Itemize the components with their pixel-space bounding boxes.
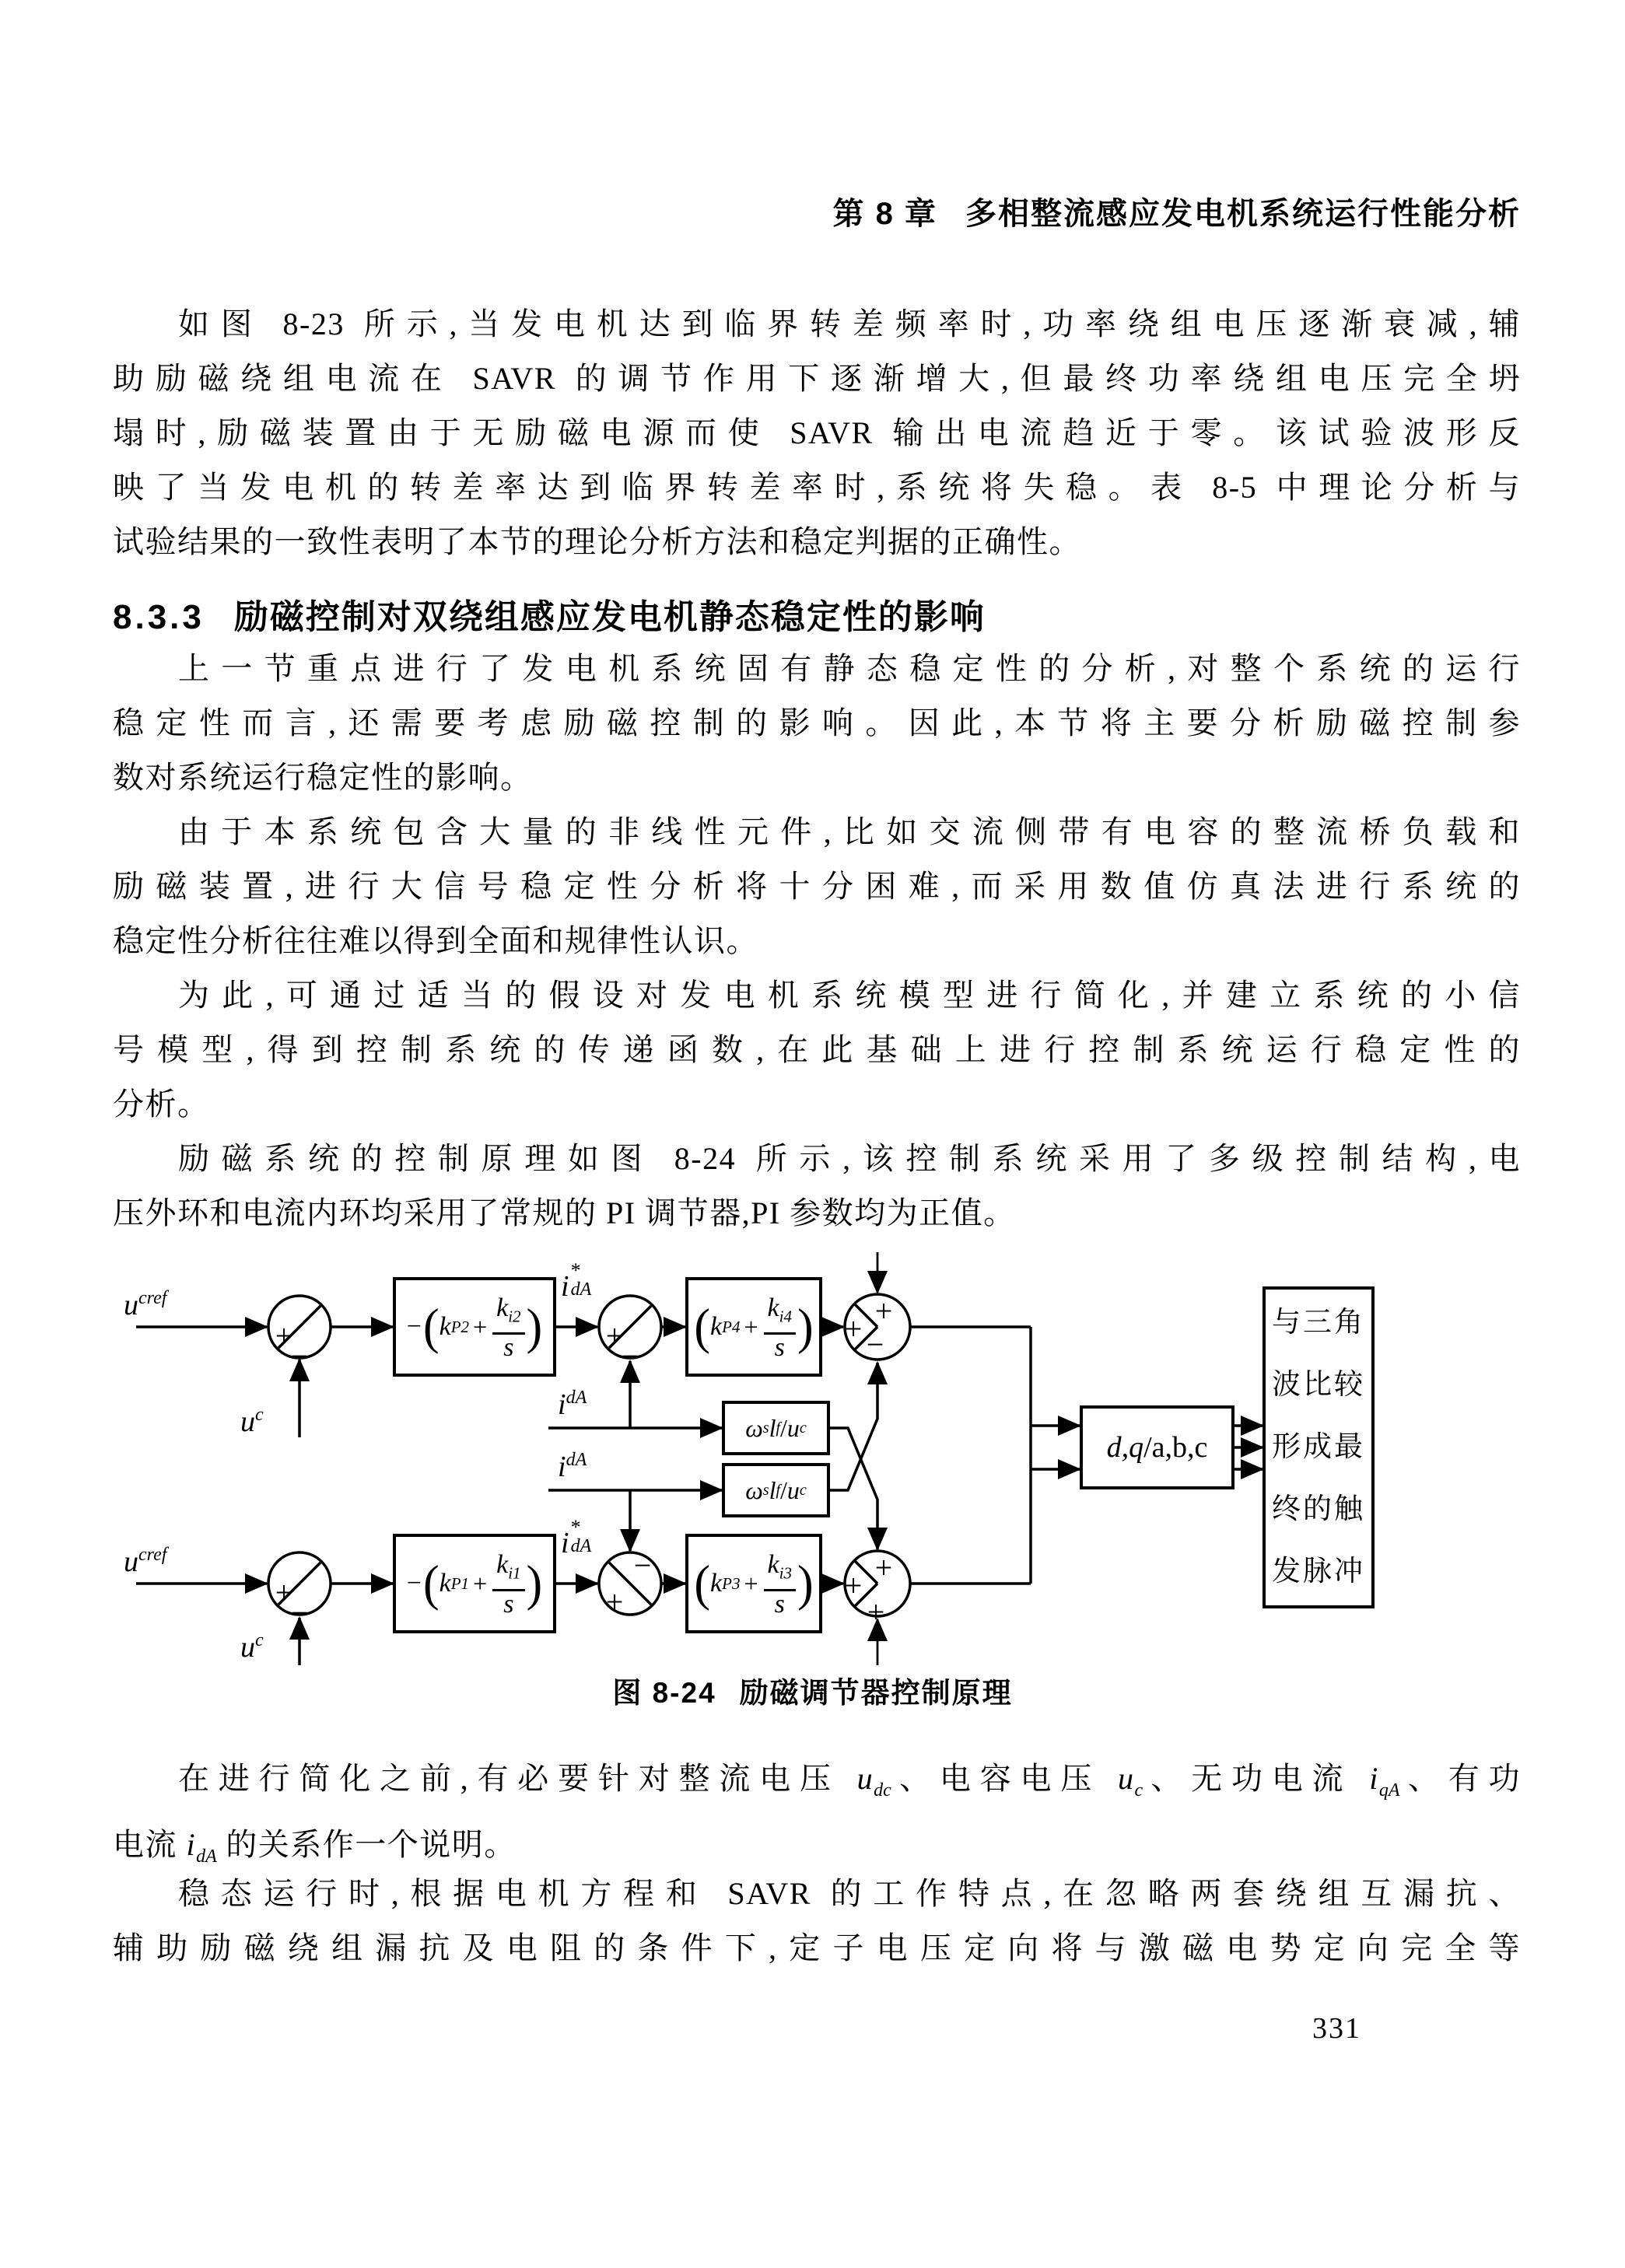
math-k: k	[439, 1312, 451, 1341]
math-ksub: P2	[450, 1317, 470, 1336]
label-ida-lower: i dA	[558, 1450, 587, 1483]
label-ucref-2: u cref	[124, 1545, 167, 1578]
sign: +	[275, 1318, 293, 1353]
text-line: 压外环和电流内环均采用了常规的 PI 调节器,PI 参数均为正值。	[113, 1195, 1016, 1230]
math-k: k	[439, 1569, 451, 1598]
text-line: 映了当发电机的转差率达到临界转差率时,系统将失稳。表 8-5 中理论分析与	[113, 470, 1521, 505]
fraction	[764, 1550, 796, 1619]
figure-title: 励磁调节器控制原理	[739, 1677, 1013, 1709]
figure-8-24-diagram	[113, 1241, 1521, 1677]
dq-abc-block: d,q /a,b,c	[1106, 1431, 1208, 1464]
output-box-line: 形成最	[1272, 1431, 1365, 1463]
math-ki: k	[496, 1293, 509, 1323]
math-ksub: P1	[450, 1573, 470, 1593]
paragraph-2	[113, 642, 1521, 805]
text-line: 上一节重点进行了发电机系统固有静态稳定性的分析,对整个系统的运行	[178, 651, 1521, 686]
math-plus: +	[473, 1569, 488, 1598]
pi-block-voltage-outer-2: − ( k P1 + $\frac{k_{i1}}{s}$ )	[406, 1550, 543, 1619]
sign: −	[866, 1327, 884, 1362]
text-line: 电流 $i_{dA}$ 的关系作一个说明。	[113, 1827, 517, 1867]
output-box-line: 波比较	[1272, 1369, 1365, 1401]
sign: +	[605, 1318, 624, 1353]
math-ki: k	[767, 1293, 779, 1323]
math-den: s	[774, 1332, 785, 1362]
sign: +	[605, 1584, 624, 1619]
text-line: 励磁装置,进行大信号稳定性分析将十分困难,而采用数值仿真法进行系统的	[113, 869, 1521, 904]
paragraph-4	[113, 968, 1521, 1132]
label-ida-ref-2: i * dA	[561, 1516, 592, 1559]
sign: −	[290, 1595, 309, 1630]
math-ksub: P3	[722, 1573, 741, 1593]
omega-block-1: ω s l f / u c	[745, 1413, 807, 1442]
label-uc-1: u c	[240, 1405, 264, 1438]
text-line: 数对系统运行稳定性的影响。	[113, 760, 533, 795]
label-uc-2: u c	[240, 1630, 264, 1664]
figure-number: 图 8-24	[612, 1677, 716, 1709]
chapter-title: 多相整流感应发电机系统运行性能分析	[965, 197, 1521, 231]
math-den: s	[503, 1589, 514, 1619]
text-line: 如图 8-23 所示,当发电机达到临界转差频率时,功率绕组电压逐渐衰减,辅	[178, 306, 1521, 341]
text-line: 稳定性而言,还需要考虑励磁控制的影响。因此,本节将主要分析励磁控制参	[113, 705, 1521, 740]
math-k: k	[710, 1569, 723, 1598]
wire-omega1-cross-down	[828, 1428, 877, 1549]
math-plus: +	[744, 1569, 758, 1598]
math-plus: +	[744, 1312, 758, 1341]
math-kisub: i3	[779, 1563, 792, 1583]
text-line: 由于本系统包含大量的非线性元件,比如交流侧带有电容的整流桥负载和	[178, 814, 1521, 849]
math-k: k	[710, 1312, 723, 1341]
text-line: 辅助励磁绕组漏抗及电阻的条件下,定子电压定向将与激磁电势定向完全等	[113, 1930, 1521, 1965]
math-ksub: P4	[722, 1317, 741, 1336]
math-den: s	[503, 1332, 514, 1362]
text-line: 在进行简化之前,有必要针对整流电压 $u_{dc}$、电容电压 $u_c$、无功电流 $i_{qA}$、有功	[178, 1761, 1522, 1801]
math-sign: −	[406, 1569, 422, 1598]
math-kisub: i4	[779, 1307, 792, 1326]
sign: +	[844, 1311, 863, 1346]
sign: −	[621, 1339, 639, 1374]
text-line: 塌时,励磁装置由于无励磁电源而使 SAVR 输出电流趋近于零。该试验波形反	[113, 415, 1521, 450]
section-heading	[113, 589, 986, 639]
sign: +	[275, 1575, 293, 1610]
paragraph-1	[113, 297, 1521, 569]
text-line: 试验结果的一致性表明了本节的理论分析方法和稳定判据的正确性。	[113, 524, 1081, 559]
fraction	[492, 1550, 524, 1619]
sign: −	[633, 1548, 652, 1583]
paragraph-3	[113, 805, 1521, 968]
omega-block-2: ω s l f / u c	[745, 1475, 807, 1504]
text-line: 为此,可通过适当的假设对发电机系统模型进行简化,并建立系统的小信	[178, 978, 1521, 1013]
fraction	[764, 1293, 796, 1362]
math-ki: k	[767, 1550, 779, 1580]
figure-caption	[0, 1669, 1625, 1711]
math-ki: k	[496, 1550, 509, 1580]
page-number: 331	[1312, 2012, 1361, 2045]
text-line: 稳定性分析往往难以得到全面和规律性认识。	[113, 923, 758, 958]
sign: +	[867, 1594, 885, 1629]
pi-block-current-inner-bottom: ( k P3 + $\frac{k_{i3}}{s}$ )	[694, 1550, 814, 1619]
page-header	[833, 189, 1521, 233]
sign: −	[290, 1339, 309, 1374]
pi-block-current-inner-top: ( k P4 + $\frac{k_{i4}}{s}$ )	[694, 1293, 814, 1362]
paragraph-7	[113, 1867, 1521, 1976]
math-plus: +	[473, 1312, 488, 1341]
label-ucref-1: u cref	[124, 1288, 167, 1321]
text-line: 号模型,得到控制系统的传递函数,在此基础上进行控制系统运行稳定性的	[113, 1032, 1521, 1067]
sign: +	[874, 1293, 893, 1328]
output-box-line: 与三角	[1272, 1307, 1365, 1339]
math-den: s	[774, 1589, 785, 1619]
paragraph-6	[113, 1752, 1521, 1884]
fraction	[492, 1293, 524, 1362]
section-number: 8.3.3	[113, 598, 205, 636]
text-line: 分析。	[113, 1087, 210, 1122]
section-title: 励磁控制对双绕组感应发电机静态稳定性的影响	[233, 598, 986, 636]
text-line: 励磁系统的控制原理如图 8-24 所示,该控制系统采用了多级控制结构,电	[178, 1141, 1521, 1176]
paragraph-5	[113, 1132, 1521, 1241]
wire-omega2-cross-up	[828, 1363, 877, 1490]
label-ida-ref-1: i * dA	[561, 1259, 592, 1303]
text-line: 助励磁绕组电流在 SAVR 的调节作用下逐渐增大,但最终功率绕组电压完全坍	[113, 361, 1521, 396]
output-box-line: 发脉冲	[1272, 1556, 1365, 1587]
math-sign: −	[406, 1312, 422, 1341]
math-kisub: i2	[508, 1307, 521, 1326]
sign: +	[844, 1568, 863, 1603]
math-kisub: i1	[508, 1563, 521, 1583]
pi-block-voltage-outer: − ( k P2 + $\frac{k_{i2}}{s}$ )	[406, 1293, 543, 1362]
sign: +	[874, 1550, 893, 1585]
text-line: 稳态运行时,根据电机方程和 SAVR 的工作特点,在忽略两套绕组互漏抗、	[178, 1876, 1521, 1911]
output-box-line: 终的触	[1272, 1493, 1365, 1525]
chapter-number: 第 8 章	[832, 197, 937, 231]
label-ida-upper: i dA	[558, 1388, 587, 1421]
triangle-compare-box	[1264, 1288, 1373, 1607]
